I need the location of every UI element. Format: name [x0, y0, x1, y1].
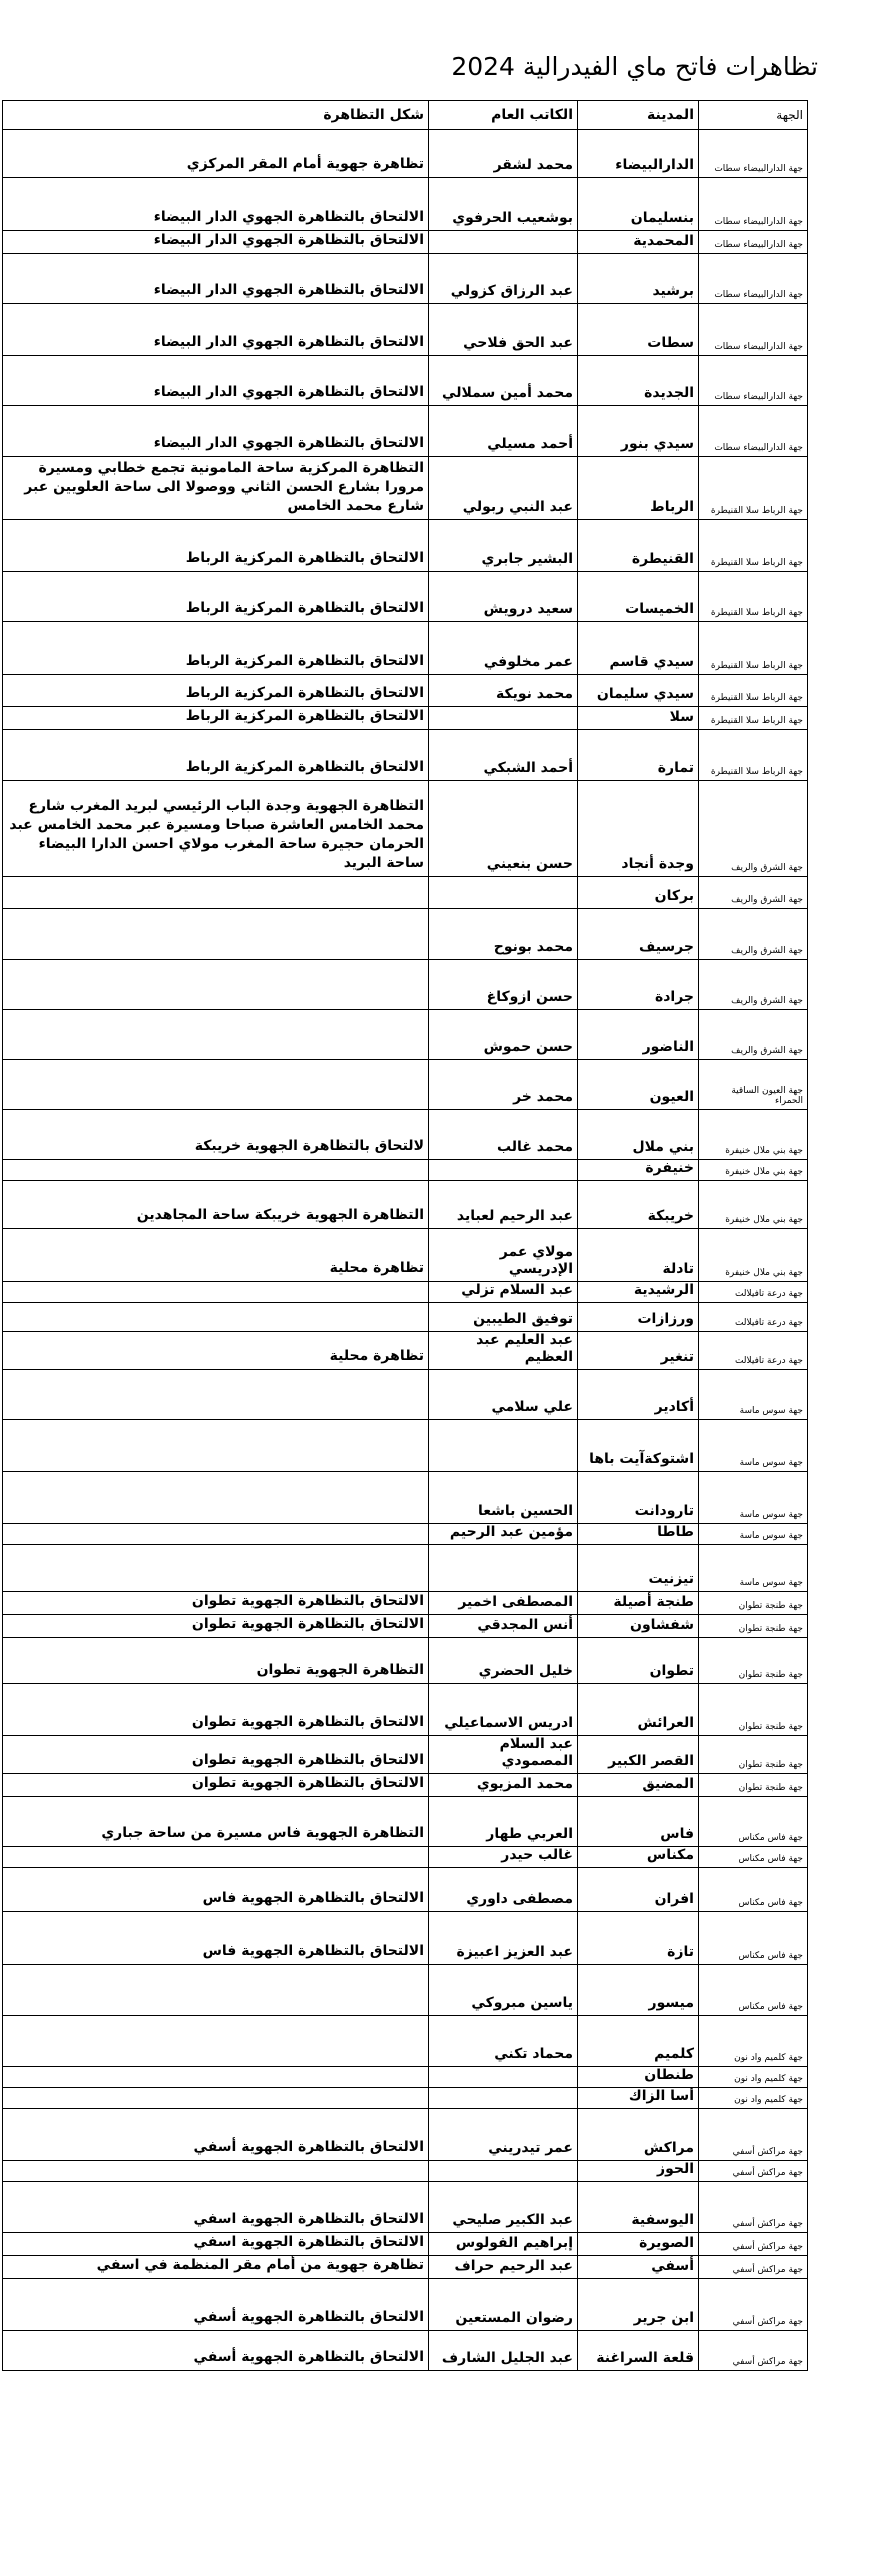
cell-region: جهة الشرق والريف [699, 909, 808, 960]
cell-writer: البشير جابري [429, 520, 578, 572]
cell-region: جهة فاس مكناس [699, 1868, 808, 1912]
cell-region: جهة الدارالبيضاء سطات [699, 130, 808, 178]
table-row [3, 2182, 808, 2233]
cell-form: الالتحاق بالتظاهرة المركزية الرباط [3, 520, 429, 572]
cell-form: الالتحاق بالتظاهرة المركزية الرباط [3, 622, 429, 675]
cell-city: وجدة أنجاد [578, 781, 699, 877]
cell-region: جهة الرباط سلا القنيطرة [699, 675, 808, 707]
table-row [3, 2331, 808, 2371]
cell-region: جهة سوس ماسة [699, 1524, 808, 1545]
table-row [3, 909, 808, 960]
cell-city: سطات [578, 304, 699, 356]
cell-form [3, 2067, 429, 2088]
cell-form [3, 1160, 429, 1181]
cell-writer: حسن بنعيني [429, 781, 578, 877]
cell-region: جهة سوس ماسة [699, 1420, 808, 1472]
cell-region: جهة طنجة تطوان [699, 1592, 808, 1615]
cell-form: الالتحاق بالتظاهرة الجهوي الدار البيضاء [3, 304, 429, 356]
cell-writer: محمد خر [429, 1060, 578, 1110]
cell-region: جهة الدارالبيضاء سطات [699, 231, 808, 254]
cell-region: جهة كلميم واد نون [699, 2088, 808, 2109]
cell-city: خريبكة [578, 1181, 699, 1229]
table-row [3, 1303, 808, 1332]
cell-city: المحمدية [578, 231, 699, 254]
table-row [3, 1160, 808, 1181]
cell-city: القنيطرة [578, 520, 699, 572]
cell-form [3, 1303, 429, 1332]
cell-city: طنطان [578, 2067, 699, 2088]
header-region: الجهة [699, 101, 808, 130]
cell-city: الرباط [578, 457, 699, 520]
cell-region: جهة الرباط سلا القنيطرة [699, 520, 808, 572]
table-row [3, 2256, 808, 2279]
cell-writer: توفيق الطيبين [429, 1303, 578, 1332]
table-row [3, 1060, 808, 1110]
cell-city: ابن جرير [578, 2279, 699, 2331]
cell-writer: محمد نويكة [429, 675, 578, 707]
cell-city: تادلة [578, 1229, 699, 1282]
cell-writer: محمد لشقر [429, 130, 578, 178]
cell-writer: عبد الرحيم لعبايد [429, 1181, 578, 1229]
cell-city: الخميسات [578, 572, 699, 622]
cell-writer: محمد أمين سملالي [429, 356, 578, 406]
cell-region: جهة فاس مكناس [699, 1965, 808, 2016]
cell-region: جهة مراكش أسفي [699, 2233, 808, 2256]
cell-region: جهة الدارالبيضاء سطات [699, 178, 808, 231]
table-header-row [3, 101, 808, 130]
table-row [3, 2161, 808, 2182]
cell-writer: علي سلامي [429, 1370, 578, 1420]
cell-form: الالتحاق بالتظاهرة الجهوي الدار البيضاء [3, 356, 429, 406]
cell-city: ورزازات [578, 1303, 699, 1332]
cell-writer: الحسين باشعا [429, 1472, 578, 1524]
cell-form [3, 2088, 429, 2109]
table-row [3, 1965, 808, 2016]
cell-city: تنغير [578, 1332, 699, 1370]
cell-region: جهة فاس مكناس [699, 1797, 808, 1847]
table-row [3, 1282, 808, 1303]
cell-region: جهة الدارالبيضاء سطات [699, 304, 808, 356]
cell-region: جهة بني ملال خنيفرة [699, 1160, 808, 1181]
table-row [3, 1524, 808, 1545]
cell-region: جهة الشرق والريف [699, 781, 808, 877]
table-row [3, 622, 808, 675]
cell-form: الالتحاق بالتظاهرة الجهوية اسفي [3, 2182, 429, 2233]
cell-form [3, 1282, 429, 1303]
cell-region: جهة بني ملال خنيفرة [699, 1229, 808, 1282]
cell-writer [429, 2067, 578, 2088]
cell-region: جهة الدارالبيضاء سطات [699, 356, 808, 406]
table-body [3, 130, 808, 2371]
cell-region: جهة الرباط سلا القنيطرة [699, 730, 808, 781]
cell-writer: غالب حيدر [429, 1847, 578, 1868]
cell-writer: عبد الجليل الشارف [429, 2331, 578, 2371]
table-row [3, 1868, 808, 1912]
cell-city: المضيق [578, 1774, 699, 1797]
cell-region: جهة مراكش أسفي [699, 2331, 808, 2371]
cell-region: جهة درعة تافيلالت [699, 1282, 808, 1303]
cell-city: الحوز [578, 2161, 699, 2182]
cell-form: تظاهرة جهوية من أمام مقر المنظمة في اسفي [3, 2256, 429, 2279]
cell-city: سيدي بنور [578, 406, 699, 457]
cell-form: لالتحاق بالتظاهرة الجهوية خريبكة [3, 1110, 429, 1160]
table-row [3, 1010, 808, 1060]
cell-city: طاطا [578, 1524, 699, 1545]
cell-form [3, 1010, 429, 1060]
cell-region: جهة درعة تافيلالت [699, 1303, 808, 1332]
cell-writer: أحمد الشبكي [429, 730, 578, 781]
cell-region: جهة طنجة تطوان [699, 1638, 808, 1684]
cell-region: جهة الرباط سلا القنيطرة [699, 457, 808, 520]
cell-region: جهة سوس ماسة [699, 1472, 808, 1524]
table-row [3, 1332, 808, 1370]
cell-form [3, 1847, 429, 1868]
cell-region: جهة بني ملال خنيفرة [699, 1110, 808, 1160]
cell-writer [429, 877, 578, 909]
table-row [3, 1615, 808, 1638]
cell-writer: العربي طهار [429, 1797, 578, 1847]
cell-writer [429, 1545, 578, 1592]
cell-city: ميسور [578, 1965, 699, 2016]
table-row [3, 1638, 808, 1684]
cell-form: التظاهرة الجهوية فاس مسيرة من ساحة جباري [3, 1797, 429, 1847]
cell-writer: محمد المزيوي [429, 1774, 578, 1797]
cell-writer [429, 1420, 578, 1472]
cell-form: تظاهرة محلية [3, 1229, 429, 1282]
cell-writer: سعيد درويش [429, 572, 578, 622]
table-row [3, 1110, 808, 1160]
cell-writer: عمر مخلوفي [429, 622, 578, 675]
table-row [3, 1229, 808, 1282]
cell-city: اليوسفية [578, 2182, 699, 2233]
table-row [3, 1912, 808, 1965]
cell-city: تازة [578, 1912, 699, 1965]
cell-form [3, 2161, 429, 2182]
table-row [3, 877, 808, 909]
cell-form: الالتحاق بالتظاهرة الجهوية اسفي [3, 2233, 429, 2256]
cell-city: جرسيف [578, 909, 699, 960]
cell-writer: حسن حموش [429, 1010, 578, 1060]
cell-writer [429, 707, 578, 730]
cell-form [3, 1060, 429, 1110]
header-form: شكل التظاهرة [3, 101, 429, 130]
cell-writer: بوشعيب الحرفوي [429, 178, 578, 231]
cell-city: الجديدة [578, 356, 699, 406]
cell-city: الناضور [578, 1010, 699, 1060]
cell-form [3, 1524, 429, 1545]
cell-form [3, 1965, 429, 2016]
cell-city: أكادير [578, 1370, 699, 1420]
table-row [3, 1181, 808, 1229]
cell-city: سيدي سليمان [578, 675, 699, 707]
table-row [3, 356, 808, 406]
cell-writer: مصطفى داوري [429, 1868, 578, 1912]
cell-form: الالتحاق بالتظاهرة المركزية الرباط [3, 572, 429, 622]
cell-form: الالتحاق بالتظاهرة الجهوي الدار البيضاء [3, 178, 429, 231]
cell-writer: عبد العزيز اعبيزة [429, 1912, 578, 1965]
cell-writer: عبد الرحيم حراف [429, 2256, 578, 2279]
cell-city: الرشيدية [578, 1282, 699, 1303]
cell-form [3, 877, 429, 909]
cell-city: شفشاون [578, 1615, 699, 1638]
cell-city: مكناس [578, 1847, 699, 1868]
cell-writer [429, 2088, 578, 2109]
cell-city: تيزنيت [578, 1545, 699, 1592]
cell-region: جهة درعة تافيلالت [699, 1332, 808, 1370]
cell-city: بنسليمان [578, 178, 699, 231]
cell-city: سلا [578, 707, 699, 730]
cell-region: جهة طنجة تطوان [699, 1774, 808, 1797]
cell-writer: عبد النبي ربولي [429, 457, 578, 520]
table-row [3, 2067, 808, 2088]
cell-writer: محماد تكني [429, 2016, 578, 2067]
cell-region: جهة طنجة تطوان [699, 1615, 808, 1638]
table-row [3, 1545, 808, 1592]
cell-form: الالتحاق بالتظاهرة الجهوية أسفي [3, 2279, 429, 2331]
cell-city: قلعة السراغنة [578, 2331, 699, 2371]
table-row [3, 730, 808, 781]
cell-writer: محمد غالب [429, 1110, 578, 1160]
cell-writer [429, 231, 578, 254]
table-row [3, 1847, 808, 1868]
cell-form [3, 1370, 429, 1420]
table-row [3, 1797, 808, 1847]
table-row [3, 178, 808, 231]
cell-form: الالتحاق بالتظاهرة الجهوية تطوان [3, 1684, 429, 1736]
cell-writer: مؤمين عبد الرحيم [429, 1524, 578, 1545]
cell-region: جهة الشرق والريف [699, 960, 808, 1010]
cell-region: جهة طنجة تطوان [699, 1684, 808, 1736]
cell-writer: عبد السلام المصمودي [429, 1736, 578, 1774]
table-row [3, 960, 808, 1010]
cell-region: جهة كلميم واد نون [699, 2016, 808, 2067]
cell-region: جهة سوس ماسة [699, 1370, 808, 1420]
cell-form: التظاهرة الجهوية وجدة الباب الرئيسي لبريد المغرب شارع محمد الخامس العاشرة صباحا ومسيرة عبر محمد الخامس عبد الحرمان حجيرة ساحة المغرب مولاي احسن الدارا البيضاء ساحة البريد [3, 781, 429, 877]
cell-region: جهة مراكش أسفي [699, 2279, 808, 2331]
cell-writer: محمد بونوح [429, 909, 578, 960]
cell-writer [429, 1160, 578, 1181]
cell-writer: أحمد مسيلي [429, 406, 578, 457]
cell-writer: المصطفى اخمير [429, 1592, 578, 1615]
cell-form: الالتحاق بالتظاهرة الجهوية أسفي [3, 2109, 429, 2161]
cell-writer: عبد السلام تزلي [429, 1282, 578, 1303]
cell-region: جهة مراكش أسفي [699, 2256, 808, 2279]
cell-region: جهة طنجة تطوان [699, 1736, 808, 1774]
cell-form: التظاهرة المركزية ساحة المامونية تجمع خطابي ومسيرة مرورا بشارع الحسن الثاني ووصولا الى ساحة العلويين عبر شارع محمد الخامس [3, 457, 429, 520]
cell-region: جهة الشرق والريف [699, 1010, 808, 1060]
cell-writer: عبد الرزاق كزولي [429, 254, 578, 304]
cell-form: الالتحاق بالتظاهرة الجهوية تطوان [3, 1592, 429, 1615]
cell-region: جهة الرباط سلا القنيطرة [699, 622, 808, 675]
cell-form: تظاهرة محلية [3, 1332, 429, 1370]
cell-form: الالتحاق بالتظاهرة الجهوية فاس [3, 1868, 429, 1912]
cell-region: جهة فاس مكناس [699, 1847, 808, 1868]
cell-form: الالتحاق بالتظاهرة الجهوية تطوان [3, 1736, 429, 1774]
cell-city: تطوان [578, 1638, 699, 1684]
cell-city: أسا الزاك [578, 2088, 699, 2109]
cell-city: مراكش [578, 2109, 699, 2161]
table-row [3, 2233, 808, 2256]
table-row [3, 1420, 808, 1472]
cell-writer: عبد العليم عبد العظيم [429, 1332, 578, 1370]
cell-region: جهة العيون الساقية الحمراء [699, 1060, 808, 1110]
cell-region: جهة بني ملال خنيفرة [699, 1181, 808, 1229]
cell-region: جهة مراكش أسفي [699, 2182, 808, 2233]
cell-writer: أنس المجدقي [429, 1615, 578, 1638]
cell-city: برشيد [578, 254, 699, 304]
cell-form [3, 1545, 429, 1592]
cell-region: جهة فاس مكناس [699, 1912, 808, 1965]
cell-writer: عبد الحق فلاحي [429, 304, 578, 356]
cell-city: العيون [578, 1060, 699, 1110]
cell-city: تارودانت [578, 1472, 699, 1524]
table-row [3, 1370, 808, 1420]
cell-region: جهة الرباط سلا القنيطرة [699, 707, 808, 730]
cell-form [3, 1472, 429, 1524]
table-row [3, 2279, 808, 2331]
cell-region: جهة مراكش أسفي [699, 2109, 808, 2161]
table-row [3, 406, 808, 457]
table-row [3, 457, 808, 520]
cell-city: اشتوكةآيت باها [578, 1420, 699, 1472]
table-row [3, 130, 808, 178]
cell-writer: رضوان المستعين [429, 2279, 578, 2331]
cell-region: جهة الرباط سلا القنيطرة [699, 572, 808, 622]
table-row [3, 675, 808, 707]
cell-writer: خليل الحضري [429, 1638, 578, 1684]
header-city: المدينة [578, 101, 699, 130]
cell-writer: مولاي عمر الإدريسي [429, 1229, 578, 1282]
document-title: تظاهرات فاتح ماي الفيدرالية 2024 [451, 52, 818, 81]
cell-form [3, 1420, 429, 1472]
cell-writer: حسن ازوكاغ [429, 960, 578, 1010]
table-row [3, 2016, 808, 2067]
cell-city: كلميم [578, 2016, 699, 2067]
cell-city: خنيفرة [578, 1160, 699, 1181]
cell-region: جهة الدارالبيضاء سطات [699, 254, 808, 304]
cell-city: أسفي [578, 2256, 699, 2279]
table-row [3, 2109, 808, 2161]
table-row [3, 1472, 808, 1524]
cell-city: الدارالبيضاء [578, 130, 699, 178]
cell-form: التظاهرة الجهوية خريبكة ساحة المجاهدين [3, 1181, 429, 1229]
cell-region: جهة الدارالبيضاء سطات [699, 406, 808, 457]
cell-form: التظاهرة الجهوية تطوان [3, 1638, 429, 1684]
cell-form: الالتحاق بالتظاهرة المركزية الرباط [3, 730, 429, 781]
cell-form: الالتحاق بالتظاهرة الجهوية فاس [3, 1912, 429, 1965]
cell-form: الالتحاق بالتظاهرة الجهوي الدار البيضاء [3, 406, 429, 457]
table-row [3, 781, 808, 877]
cell-form: الالتحاق بالتظاهرة الجهوي الدار البيضاء [3, 254, 429, 304]
cell-city: بني ملال [578, 1110, 699, 1160]
cell-region: جهة كلميم واد نون [699, 2067, 808, 2088]
cell-city: جرادة [578, 960, 699, 1010]
table-row [3, 1684, 808, 1736]
cell-city: طنجة أصيلة [578, 1592, 699, 1615]
table-row [3, 231, 808, 254]
cell-city: فاس [578, 1797, 699, 1847]
cell-city: افران [578, 1868, 699, 1912]
cell-form: الالتحاق بالتظاهرة المركزية الرباط [3, 707, 429, 730]
cell-writer: ياسين مبروكي [429, 1965, 578, 2016]
cell-form [3, 960, 429, 1010]
cell-form [3, 909, 429, 960]
cell-form [3, 2016, 429, 2067]
cell-writer: عمر تيدريني [429, 2109, 578, 2161]
cell-form: الالتحاق بالتظاهرة الجهوية تطوان [3, 1615, 429, 1638]
cell-form: الالتحاق بالتظاهرة الجهوية تطوان [3, 1774, 429, 1797]
cell-region: جهة الشرق والريف [699, 877, 808, 909]
cell-city: القصر الكبير [578, 1736, 699, 1774]
table-row [3, 572, 808, 622]
table-row [3, 520, 808, 572]
table-row [3, 1736, 808, 1774]
cell-city: تمارة [578, 730, 699, 781]
header-writer: الكاتب العام [429, 101, 578, 130]
cell-form: الالتحاق بالتظاهرة الجهوية أسفي [3, 2331, 429, 2371]
demonstrations-table [2, 100, 808, 2371]
cell-city: سيدي قاسم [578, 622, 699, 675]
cell-writer [429, 2161, 578, 2182]
table-row [3, 254, 808, 304]
table-row [3, 2088, 808, 2109]
cell-region: جهة مراكش أسفي [699, 2161, 808, 2182]
table-row [3, 707, 808, 730]
cell-city: بركان [578, 877, 699, 909]
cell-city: الصويرة [578, 2233, 699, 2256]
cell-form: الالتحاق بالتظاهرة المركزية الرباط [3, 675, 429, 707]
table-row [3, 1774, 808, 1797]
cell-writer: ادريس الاسماعيلي [429, 1684, 578, 1736]
cell-city: العرائش [578, 1684, 699, 1736]
table-row [3, 304, 808, 356]
cell-form: الالتحاق بالتظاهرة الجهوي الدار البيضاء [3, 231, 429, 254]
cell-form: تظاهرة جهوية أمام المقر المركزي [3, 130, 429, 178]
table-row [3, 1592, 808, 1615]
cell-writer: عبد الكبير صليحي [429, 2182, 578, 2233]
cell-writer: إبراهيم الفولوس [429, 2233, 578, 2256]
cell-region: جهة سوس ماسة [699, 1545, 808, 1592]
